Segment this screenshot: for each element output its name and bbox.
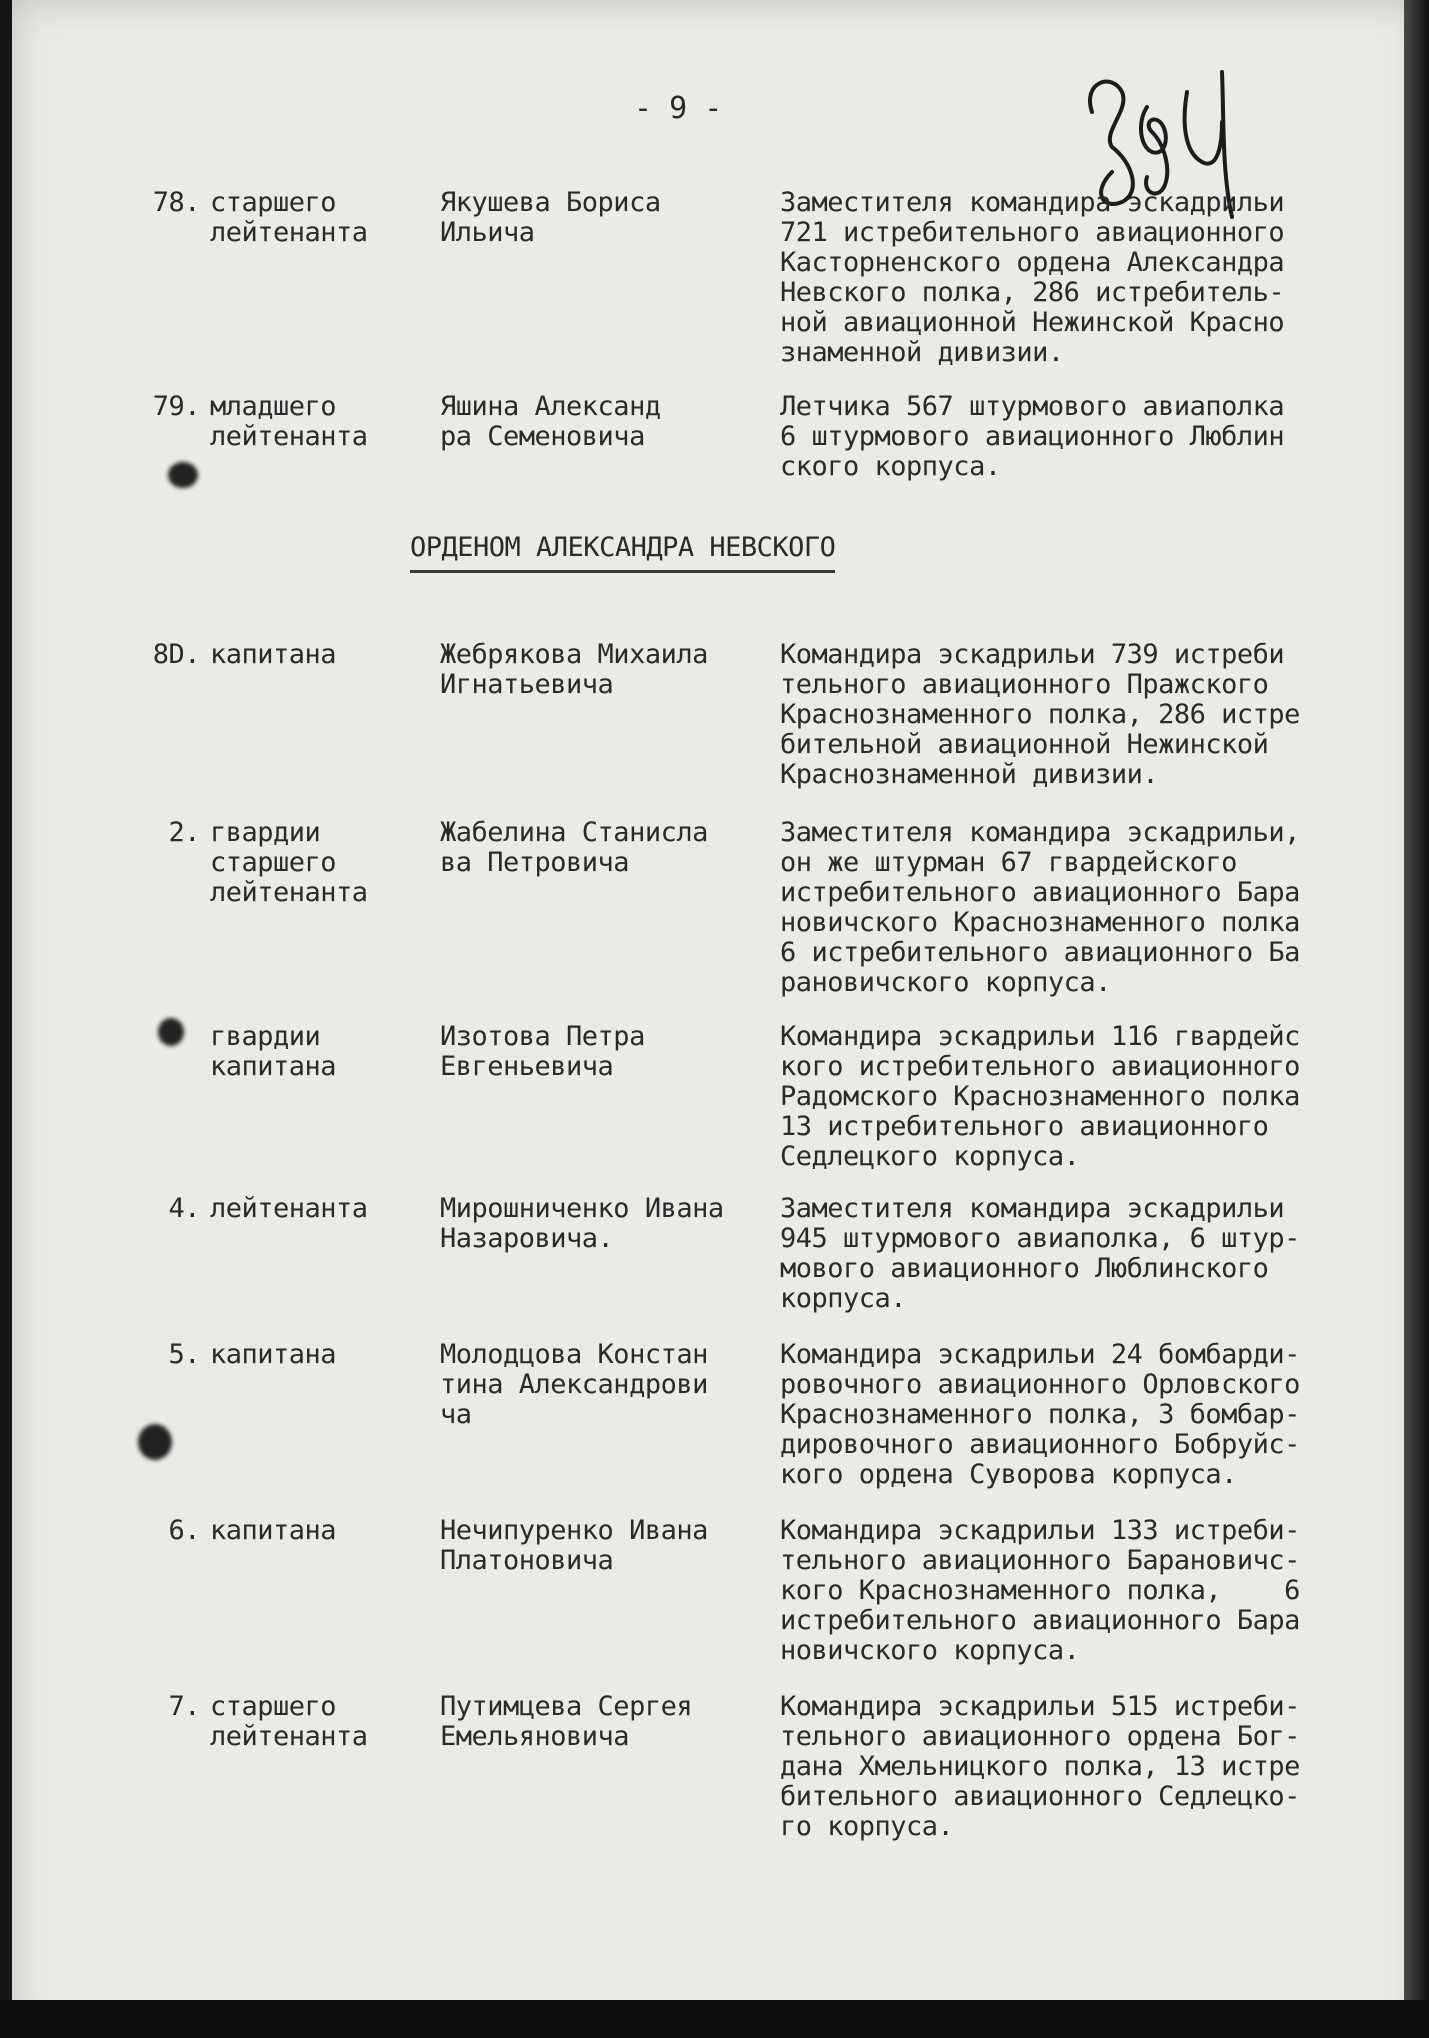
entry-position: Касторненского ордена Александра <box>780 247 1285 278</box>
entry-position: ского корпуса. <box>780 451 1001 482</box>
page-number: - 9 - <box>634 91 722 126</box>
entry-position: 13 истребительного авиационного <box>780 1111 1269 1142</box>
entry-position: кого Краснознаменного полка, 6 <box>780 1575 1300 1606</box>
entry-name: Якушева Бориса <box>440 187 661 218</box>
entry-position: 6 истребительного авиационного Ба <box>780 937 1300 968</box>
entry-position: Командира эскадрильи 116 гвардейс <box>780 1021 1300 1052</box>
entry-name: ва Петровича <box>440 847 630 878</box>
entry-name: Молодцова Констан <box>440 1339 708 1370</box>
entry-rank: лейтенанта <box>210 1193 368 1224</box>
entry-position: 6 штурмового авиационного Люблин <box>780 421 1285 452</box>
entry-name: Изотова Петра <box>440 1021 645 1052</box>
ink-blot <box>138 1424 172 1460</box>
entry-rank: старшего <box>210 187 337 218</box>
entry-position: кого истребительного авиационного <box>780 1051 1300 1082</box>
entry-rank: лейтенанта <box>210 217 368 248</box>
entry-position: тельного авиационного Пражского <box>780 669 1269 700</box>
entry-name: Назаровича. <box>440 1223 614 1254</box>
entry-name: Евгеньевича <box>440 1051 614 1082</box>
entry-position: истребительного авиационного Бара <box>780 877 1300 908</box>
entry-number: 6. <box>168 1515 200 1546</box>
entry-rank: лейтенанта <box>210 1721 368 1752</box>
entry-position: он же штурман 67 гвардейского <box>780 847 1237 878</box>
entry-rank: капитана <box>210 639 337 670</box>
entry-position: корпуса. <box>780 1283 907 1314</box>
entry-position: Командира эскадрильи 515 истреби- <box>780 1691 1300 1722</box>
entry-position: 945 штурмового авиаполка, 6 штур- <box>780 1223 1300 1254</box>
entry-name: Емельяновича <box>440 1721 630 1752</box>
entry-rank: лейтенанта <box>210 877 368 908</box>
entry-name: Платоновича <box>440 1545 614 1576</box>
entry-name: Ильича <box>440 217 535 248</box>
entry-position: кого ордена Суворова корпуса. <box>780 1459 1237 1490</box>
entry-position: тельного авиационного Барановичс- <box>780 1545 1300 1576</box>
entry-rank: капитана <box>210 1515 337 1546</box>
entry-position: Краснознаменной дивизии. <box>780 759 1159 790</box>
entry-position: тельного авиационного ордена Бог- <box>780 1721 1300 1752</box>
entry-name: Жабелина Станисла <box>440 817 708 848</box>
entry-number: 78. <box>152 187 200 218</box>
entry-number: 79. <box>152 391 200 422</box>
entry-number: 8D. <box>152 639 200 670</box>
entry-position: Летчика 567 штурмового авиаполка <box>780 391 1285 422</box>
entry-name: Нечипуренко Ивана <box>440 1515 708 1546</box>
entry-position: дана Хмельницкого полка, 13 истре <box>780 1751 1300 1782</box>
entry-rank: капитана <box>210 1051 337 1082</box>
entry-name: ра Семеновича <box>440 421 645 452</box>
entry-position: Командира эскадрильи 739 истреби <box>780 639 1285 670</box>
entry-position: ной авиационной Нежинской Красно <box>780 307 1285 338</box>
entry-position: Заместителя командира эскадрильи <box>780 187 1285 218</box>
entry-name: Путимцева Сергея <box>440 1691 693 1722</box>
entry-number: 2. <box>168 817 200 848</box>
entry-position: Невского полка, 286 истребитель- <box>780 277 1285 308</box>
entry-rank: старшего <box>210 847 337 878</box>
entry-rank: капитана <box>210 1339 337 1370</box>
entry-position: Командира эскадрильи 133 истреби- <box>780 1515 1300 1546</box>
entry-position: знаменной дивизии. <box>780 337 1064 368</box>
entry-number: 7. <box>168 1691 200 1722</box>
entry-position: истребительного авиационного Бара <box>780 1605 1300 1636</box>
entry-position: Командира эскадрильи 24 бомбарди- <box>780 1339 1300 1370</box>
ink-blot <box>158 1018 184 1046</box>
entry-name: ча <box>440 1399 472 1430</box>
entry-name: тина Александрови <box>440 1369 708 1400</box>
scan-edge <box>1404 0 1429 2038</box>
entry-position: 721 истребительного авиационного <box>780 217 1285 248</box>
entry-number: 4. <box>168 1193 200 1224</box>
entry-position: новичского корпуса. <box>780 1635 1080 1666</box>
entry-position: новичского Краснознаменного полка <box>780 907 1300 938</box>
entry-rank: гвардии <box>210 817 321 848</box>
entry-position: Заместителя командира эскадрильи <box>780 1193 1285 1224</box>
entry-position: бительной авиационной Нежинской <box>780 729 1269 760</box>
entry-position: мового авиационного Люблинского <box>780 1253 1269 1284</box>
entry-rank: гвардии <box>210 1021 321 1052</box>
entry-position: Заместителя командира эскадрильи, <box>780 817 1300 848</box>
entry-position: рановичского корпуса. <box>780 967 1111 998</box>
entry-position: го корпуса. <box>780 1811 954 1842</box>
section-heading: ОРДЕНОМ АЛЕКСАНДРА НЕВСКОГО <box>410 530 835 573</box>
ink-blot <box>168 462 198 488</box>
scan-border <box>0 2000 1429 2038</box>
entry-name: Яшина Александ <box>440 391 661 422</box>
entry-position: Краснознаменного полка, 3 бомбар- <box>780 1399 1300 1430</box>
entry-rank: лейтенанта <box>210 421 368 452</box>
entry-position: Седлецкого корпуса. <box>780 1141 1080 1172</box>
entry-name: Игнатьевича <box>440 669 614 700</box>
entry-name: Жебрякова Михаила <box>440 639 708 670</box>
entry-position: дировочного авиационного Бобруйс- <box>780 1429 1300 1460</box>
entry-rank: младшего <box>210 391 337 422</box>
entry-rank: старшего <box>210 1691 337 1722</box>
entry-name: Мирошниченко Ивана <box>440 1193 724 1224</box>
entry-position: бительного авиационного Седлецко- <box>780 1781 1300 1812</box>
entry-position: Радомского Краснознаменного полка <box>780 1081 1300 1112</box>
entry-number: 5. <box>168 1339 200 1370</box>
entry-position: Краснознаменного полка, 286 истре <box>780 699 1300 730</box>
entry-position: ровочного авиационного Орловского <box>780 1369 1300 1400</box>
